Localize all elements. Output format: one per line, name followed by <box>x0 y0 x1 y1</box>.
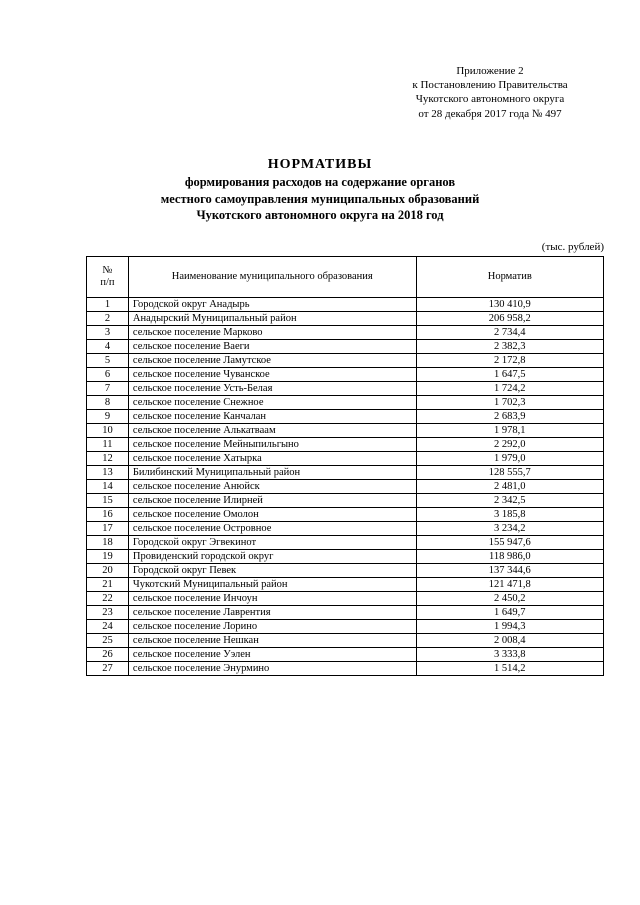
row-number: 19 <box>87 550 129 564</box>
row-value: 2 481,0 <box>416 480 603 494</box>
row-name: сельское поселение Ваеги <box>128 340 416 354</box>
row-name: Чукотский Муниципальный район <box>128 578 416 592</box>
table-row <box>87 494 604 508</box>
row-number: 23 <box>87 606 129 620</box>
row-number: 20 <box>87 564 129 578</box>
row-value: 3 185,8 <box>416 508 603 522</box>
row-number: 15 <box>87 494 129 508</box>
header-number-line1: № <box>102 265 113 276</box>
row-value: 1 724,2 <box>416 382 603 396</box>
row-name: сельское поселение Чуванское <box>128 368 416 382</box>
table-row <box>87 340 604 354</box>
row-number: 21 <box>87 578 129 592</box>
row-number: 8 <box>87 396 129 410</box>
row-number: 24 <box>87 620 129 634</box>
row-value: 2 292,0 <box>416 438 603 452</box>
row-name: сельское поселение Островное <box>128 522 416 536</box>
table-row <box>87 438 604 452</box>
appendix-line: Чукотского автономного округа <box>415 93 565 106</box>
row-name: сельское поселение Усть-Белая <box>128 382 416 396</box>
norms-table <box>86 256 604 676</box>
title-line: формирования расходов на содержание органов <box>184 175 456 189</box>
row-name: сельское поселение Снежное <box>128 396 416 410</box>
table-row <box>87 578 604 592</box>
row-value: 2 683,9 <box>416 410 603 424</box>
row-value: 2 008,4 <box>416 634 603 648</box>
header-value: Норматив <box>416 257 603 298</box>
row-name: сельское поселение Канчалан <box>128 410 416 424</box>
title-line: местного самоуправления муниципальных образований <box>160 191 480 206</box>
row-number: 17 <box>87 522 129 536</box>
row-value: 155 947,6 <box>416 536 603 550</box>
table-row <box>87 634 604 648</box>
row-number: 22 <box>87 592 129 606</box>
row-number: 7 <box>87 382 129 396</box>
row-value: 3 333,8 <box>416 648 603 662</box>
row-value: 1 702,3 <box>416 396 603 410</box>
table-row <box>87 312 604 326</box>
appendix-header <box>380 64 600 121</box>
row-value: 1 649,7 <box>416 606 603 620</box>
row-number: 26 <box>87 648 129 662</box>
table-row <box>87 606 604 620</box>
row-value: 130 410,9 <box>416 298 603 312</box>
table-row <box>87 354 604 368</box>
row-value: 1 979,0 <box>416 452 603 466</box>
table-row <box>87 466 604 480</box>
table-row <box>87 396 604 410</box>
row-value: 137 344,6 <box>416 564 603 578</box>
row-number: 12 <box>87 452 129 466</box>
appendix-line: Приложение 2 <box>456 65 524 77</box>
row-name: сельское поселение Нешкан <box>128 634 416 648</box>
row-number: 2 <box>87 312 129 326</box>
table-row <box>87 424 604 438</box>
row-value: 2 342,5 <box>416 494 603 508</box>
document-title <box>120 156 520 224</box>
row-name: сельское поселение Лаврентия <box>128 606 416 620</box>
row-name: Провиденский городской округ <box>128 550 416 564</box>
row-number: 6 <box>87 368 129 382</box>
table-row <box>87 592 604 606</box>
row-number: 11 <box>87 438 129 452</box>
appendix-line: от 28 декабря 2017 года № 497 <box>418 107 562 120</box>
header-name: Наименование муниципального образования <box>128 257 416 298</box>
header-number-line2: п/п <box>100 277 115 288</box>
row-name: сельское поселение Инчоун <box>128 592 416 606</box>
row-name: сельское поселение Хатырка <box>128 452 416 466</box>
row-number: 10 <box>87 424 129 438</box>
table-row <box>87 410 604 424</box>
row-name: сельское поселение Мейныпильгыно <box>128 438 416 452</box>
table-row <box>87 368 604 382</box>
appendix-line: к Постановлению Правительства <box>412 79 568 92</box>
table-row <box>87 508 604 522</box>
row-name: сельское поселение Омолон <box>128 508 416 522</box>
table-row <box>87 452 604 466</box>
row-value: 128 555,7 <box>416 466 603 480</box>
row-number: 16 <box>87 508 129 522</box>
row-value: 206 958,2 <box>416 312 603 326</box>
row-number: 13 <box>87 466 129 480</box>
units-label: (тыс. рублей) <box>541 241 604 253</box>
title-line: Чукотского автономного округа на 2018 год <box>196 208 444 222</box>
row-value: 3 234,2 <box>416 522 603 536</box>
table-row <box>87 298 604 312</box>
row-name: сельское поселение Марково <box>128 326 416 340</box>
row-number: 9 <box>87 410 129 424</box>
row-name: Анадырский Муниципальный район <box>128 312 416 326</box>
table-row <box>87 480 604 494</box>
row-name: сельское поселение Алькатваам <box>128 424 416 438</box>
row-name: сельское поселение Уэлен <box>128 648 416 662</box>
row-name: сельское поселение Ламутское <box>128 354 416 368</box>
row-number: 5 <box>87 354 129 368</box>
row-number: 3 <box>87 326 129 340</box>
table-row <box>87 326 604 340</box>
row-number: 14 <box>87 480 129 494</box>
row-name: Городской округ Анадырь <box>128 298 416 312</box>
row-value: 2 450,2 <box>416 592 603 606</box>
row-number: 27 <box>87 662 129 676</box>
row-value: 118 986,0 <box>416 550 603 564</box>
row-value: 2 734,4 <box>416 326 603 340</box>
title-main: НОРМАТИВЫ <box>267 157 373 172</box>
row-value: 1 647,5 <box>416 368 603 382</box>
row-name: Городской округ Певек <box>128 564 416 578</box>
row-name: Городской округ Эгвекинот <box>128 536 416 550</box>
row-name: сельское поселение Илирней <box>128 494 416 508</box>
table-row <box>87 564 604 578</box>
row-value: 1 514,2 <box>416 662 603 676</box>
table-row <box>87 382 604 396</box>
row-value: 1 994,3 <box>416 620 603 634</box>
row-number: 1 <box>87 298 129 312</box>
table-row <box>87 536 604 550</box>
row-name: Билибинский Муниципальный район <box>128 466 416 480</box>
row-value: 2 172,8 <box>416 354 603 368</box>
row-name: сельское поселение Анюйск <box>128 480 416 494</box>
header-number <box>87 257 129 298</box>
table-row <box>87 648 604 662</box>
table-row <box>87 550 604 564</box>
row-name: сельское поселение Энурмино <box>128 662 416 676</box>
row-value: 1 978,1 <box>416 424 603 438</box>
row-number: 4 <box>87 340 129 354</box>
table-header-row <box>87 257 604 298</box>
row-number: 25 <box>87 634 129 648</box>
row-value: 121 471,8 <box>416 578 603 592</box>
row-value: 2 382,3 <box>416 340 603 354</box>
table-row <box>87 662 604 676</box>
table-row <box>87 620 604 634</box>
row-number: 18 <box>87 536 129 550</box>
row-name: сельское поселение Лорино <box>128 620 416 634</box>
table-row <box>87 522 604 536</box>
